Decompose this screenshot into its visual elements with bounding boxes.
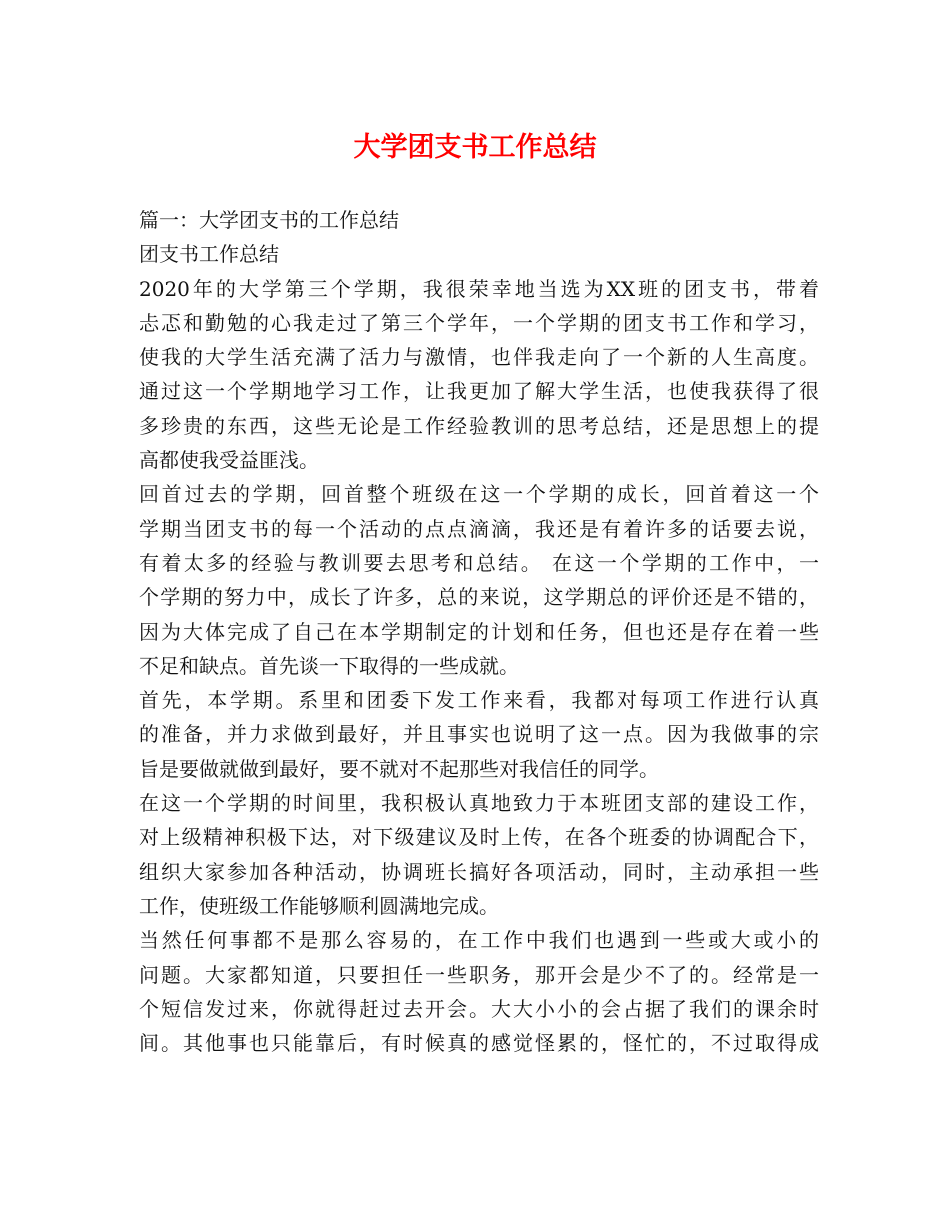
document-body: [139, 203, 819, 1060]
text-line: 忐忑和勤勉的心我走过了第三个学年，一个学期的团支书工作和学习，: [139, 310, 819, 335]
text-line: 间。其他事也只能靠后，有时候真的感觉怪累的，怪忙的，不过取得成: [139, 1031, 819, 1056]
text-line: 回首过去的学期，回首整个班级在这一个学期的成长，回首着这一个: [139, 482, 819, 507]
text-line: 使我的大学生活充满了活力与激情，也伴我走向了一个新的人生高度。: [139, 345, 819, 370]
text-line: 个短信发过来，你就得赶过去开会。大大小小的会占据了我们的课余时: [139, 996, 819, 1021]
text-line: 当然任何事都不是那么容易的，在工作中我们也遇到一些或大或小的: [139, 928, 819, 953]
text-line: 因为大体完成了自己在本学期制定的计划和任务，但也还是存在着一些: [139, 619, 819, 644]
text-line: 首先，本学期。系里和团委下发工作来看，我都对每项工作进行认真: [139, 688, 819, 713]
text-line: 对上级精神积极下达，对下级建议及时上传，在各个班委的协调配合下，: [139, 825, 819, 850]
text-line: 多珍贵的东西，这些无论是工作经验教训的思考总结，还是思想上的提: [139, 413, 819, 438]
text-line: 高都使我受益匪浅。: [139, 448, 319, 473]
text-line: 篇一：大学团支书的工作总结: [139, 208, 399, 232]
text-line: 团支书工作总结: [139, 242, 279, 267]
document-title: 大学团支书工作总结: [353, 132, 597, 163]
text-line: 通过这一个学期地学习工作，让我更加了解大学生活，也使我获得了很: [139, 379, 819, 404]
text-line: 工作，使班级工作能够顺利圆满地完成。: [139, 893, 499, 918]
text-line: 个学期的努力中，成长了许多，总的来说，这学期总的评价还是不错的，: [139, 585, 819, 610]
text-line: 在这一个学期的时间里，我积极认真地致力于本班团支部的建设工作，: [139, 791, 819, 816]
text-line: 学期当团支书的每一个活动的点点滴滴，我还是有着许多的话要去说，: [139, 516, 819, 541]
text-line: 旨是要做就做到最好，要不就对不起那些对我信任的同学。: [139, 756, 659, 781]
text-line: 问题。大家都知道，只要担任一些职务，那开会是少不了的。经常是一: [139, 962, 819, 987]
text-line: 2020年的大学第三个学期，我很荣幸地当选为XX班的团支书，带着: [139, 276, 819, 301]
text-line: 组织大家参加各种活动，协调班长搞好各项活动，同时，主动承担一些: [139, 859, 819, 884]
text-line: 不足和缺点。首先谈一下取得的一些成就。: [139, 653, 519, 678]
text-line: 有着太多的经验与教训要去思考和总结。 在这一个学期的工作中，一: [139, 550, 819, 575]
text-line: 的准备，并力求做到最好，并且事实也说明了这一点。因为我做事的宗: [139, 722, 819, 747]
